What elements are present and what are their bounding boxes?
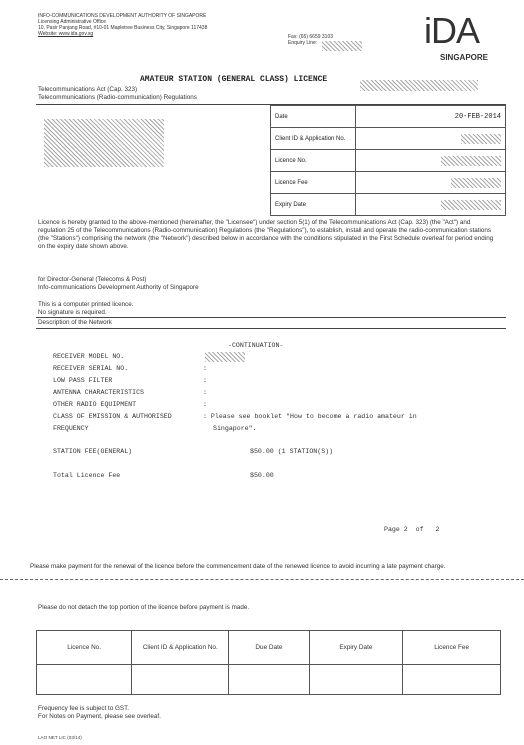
total-fee-value: $50.00 [250,472,274,479]
antenna-label: ANTENNA CHARACTERISTICS [53,389,145,396]
date-label: Date [271,106,356,128]
table-row [271,194,506,216]
expiry-date-label: Expiry Date [271,194,356,216]
payment-notes-ref: For Notes on Payment, please see overleaf. [38,713,161,720]
stub-col-licence-no: Licence No. [37,631,132,665]
signatory-line-2: Info-communications Development Authority of Singapore [38,284,199,291]
client-id-value [356,128,506,150]
table-row [271,172,506,194]
low-pass-filter-label: LOW PASS FILTER [53,377,113,384]
table-row [271,106,506,128]
authority-header [38,13,278,37]
stub-notice: Please do not detach the top portion of the licence before payment is made. [38,604,250,611]
enquiry-line: Enquiry Line: [288,40,318,46]
office-address: 10, Pasir Panjang Road, #10-01 Mapletree Business City, Singapore 117438 [38,25,208,31]
network-rule [36,328,506,329]
details-table [270,105,506,216]
gst-note: Frequency fee is subject to GST. [38,705,129,712]
table-row [271,150,506,172]
stub-cell [132,665,229,695]
other-equipment-label: OTHER RADIO EQUIPMENT [53,401,137,408]
ida-logo: iDA [424,10,480,51]
total-fee-label: Total Licence Fee [53,472,121,479]
office-name: Licensing Administrative Office [38,19,106,25]
network-heading: Description of the Network [38,319,112,326]
emission-label: CLASS OF EMISSION & AUTHORISED [53,413,172,420]
redacted-receiver-model [205,352,245,362]
table-row [37,631,501,665]
stub-col-client-id: Client ID & Application No. [132,631,229,665]
payment-stub-table [36,630,501,695]
stub-cell [37,665,132,695]
fax-number: Fax: (65) 6659 3103 [288,34,334,40]
colon-separator: : [203,377,207,384]
date-value: 20-FEB-2014 [356,106,506,128]
emission-value: : Please see booklet "How to become a radio amateur in [203,413,417,420]
grant-paragraph: Licence is hereby granted to the above-mentioned (hereinafter, the "Licensee") under section 5(1) of the Telecommunications Act (Cap. 323) (the "Act") and regulation 25 of the Telecommunications (Radio-communication) Regulations (the "Regulations"), to establish, install and operate the radio-communication stations (the "Stations") comprising the network (the "Network") described below in accordance with the conditions stipulated in the First Schedule overleaf for period ending on the expiry date shown above. [38,219,494,250]
stub-cell [403,665,501,695]
regulations-reference: Telecommunications (Radio-communication) Regulations [38,94,197,101]
logo-country: SINGAPORE [440,53,489,62]
colon-separator: : [203,389,207,396]
licence-fee-value [356,172,506,194]
table-row [37,665,501,695]
stub-cell [309,665,403,695]
stub-col-expiry-date: Expiry Date [309,631,403,665]
frequency-value: Singapore". [213,425,257,432]
colon-separator: : [203,365,207,372]
licence-no-value [356,150,506,172]
form-code: LAO NET LIC (03/14) [38,735,82,740]
licence-title: AMATEUR STATION (GENERAL CLASS) LICENCE [140,75,328,84]
stub-cell [229,665,309,695]
signature-note: No signature is required. [38,309,107,316]
page-number: Page 2 of 2 [384,526,440,533]
redacted-licensee-name [360,80,478,91]
stub-col-due-date: Due Date [229,631,309,665]
website-link[interactable]: Website: www.ida.gov.sg [38,31,94,37]
redacted-licensee-address [44,119,164,167]
table-row [271,128,506,150]
station-fee-label: STATION FEE(GENERAL) [53,448,133,455]
licence-no-label: Licence No. [271,150,356,172]
redacted-enquiry [322,41,362,51]
printed-note: This is a computer printed licence. [38,301,134,308]
licence-fee-label: Licence Fee [271,172,356,194]
continuation-label: -CONTINUATION- [228,342,284,349]
frequency-label: FREQUENCY [53,425,89,432]
receiver-serial-label: RECEIVER SERIAL NO. [53,365,129,372]
act-reference: Telecommunications Act (Cap. 323) [38,86,138,93]
station-fee-value: $50.00 (1 STATION(S)) [250,448,334,455]
stub-col-licence-fee: Licence Fee [403,631,501,665]
tear-line [0,579,524,580]
receiver-model-label: RECEIVER MODEL NO. [53,353,125,360]
colon-separator: : [203,401,207,408]
renewal-notice: Please make payment for the renewal of the licence before the commencement date of the renewed licence to avoid incurring a late payment charge. [30,563,446,570]
authority-name: INFO-COMMUNICATIONS DEVELOPMENT AUTHORITY OF SINGAPORE [38,13,207,19]
expiry-date-value [356,194,506,216]
signatory-line-1: for Director-General (Telecoms & Post) [38,276,147,283]
client-id-label: Client ID & Application No. [271,128,356,150]
signatory-rule [36,317,506,318]
